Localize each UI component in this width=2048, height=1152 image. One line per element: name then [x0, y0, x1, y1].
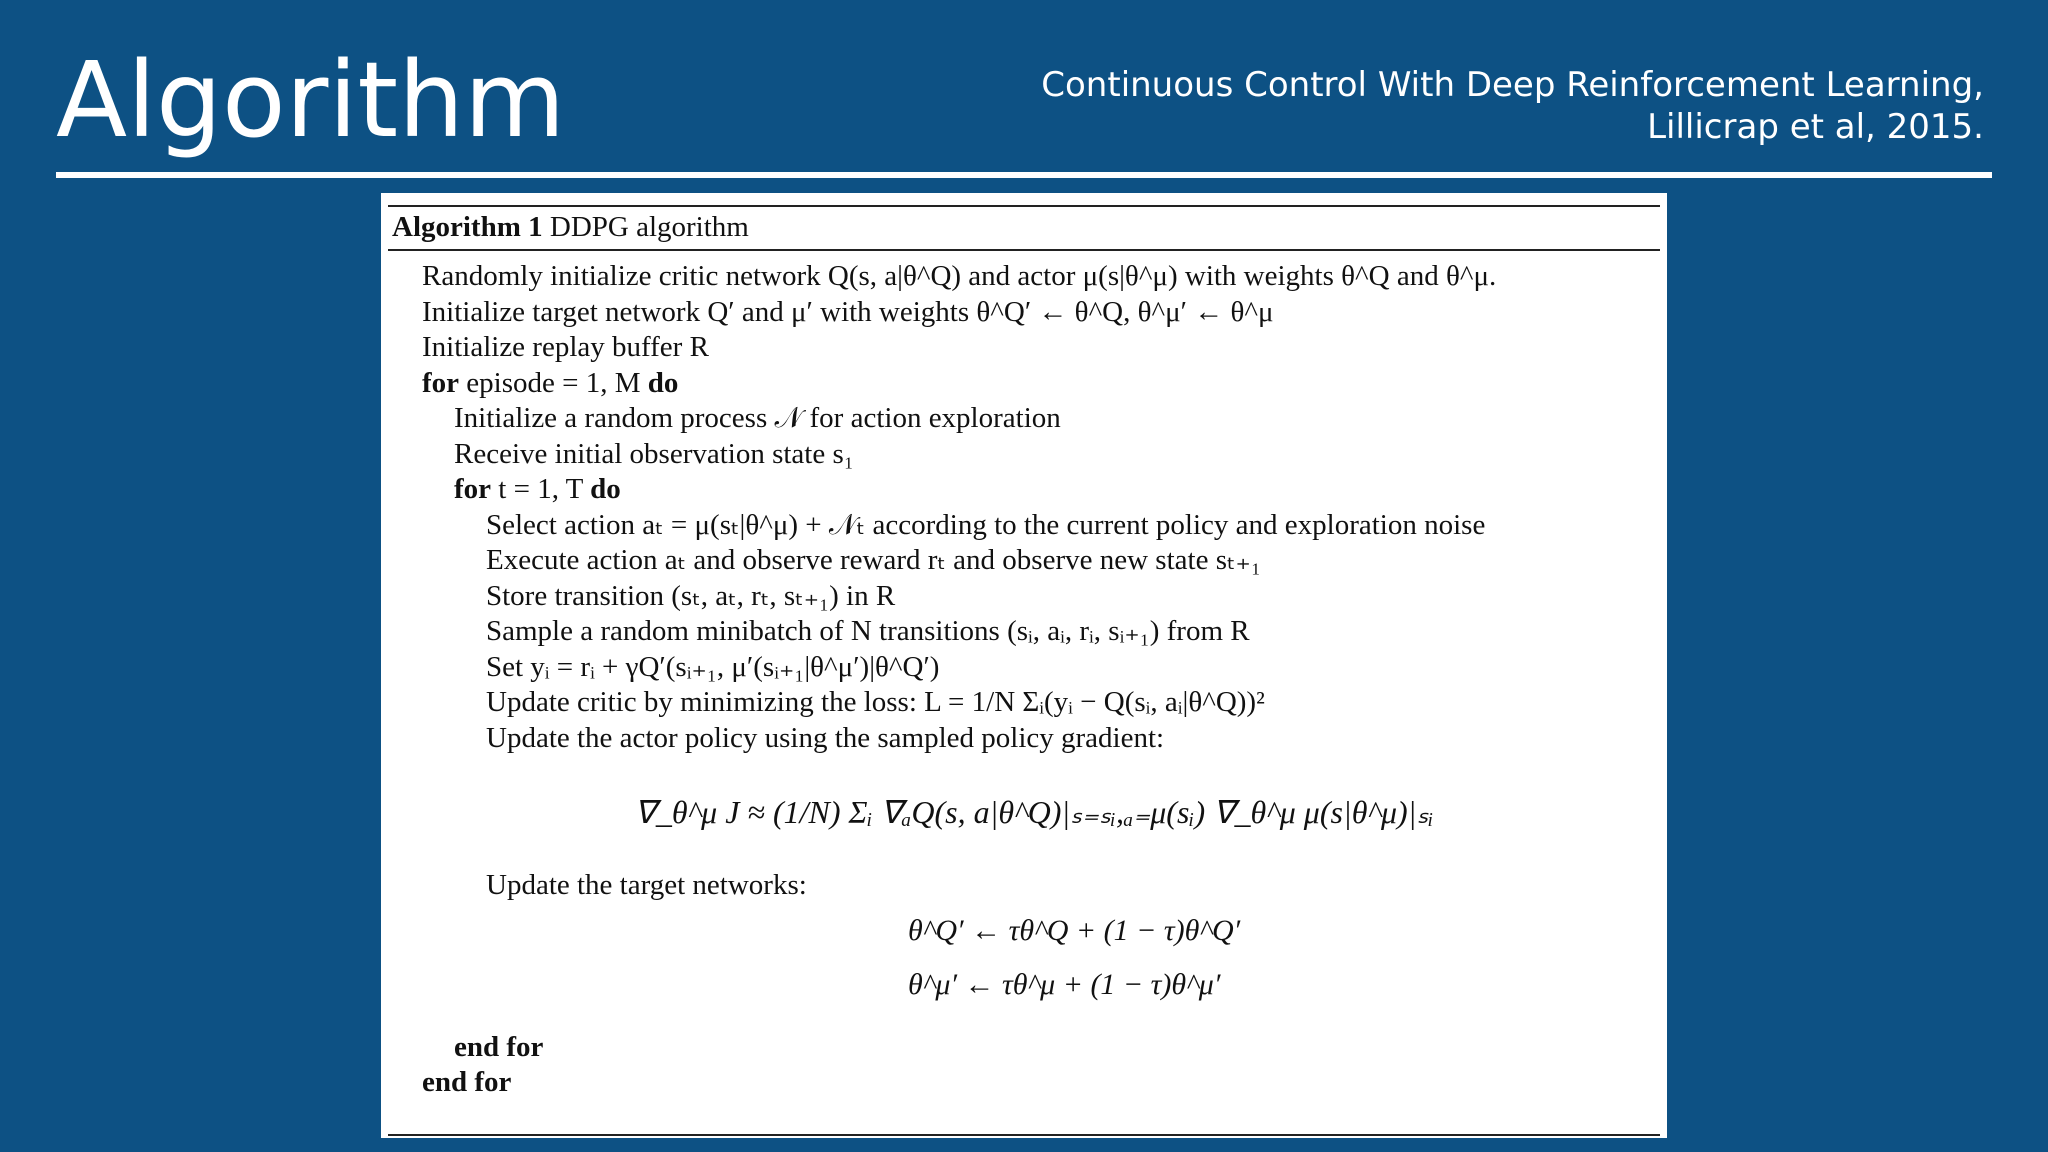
- algo-line-init-target: Initialize target network Q′ and μ′ with weights θ^Q′ ← θ^Q, θ^μ′ ← θ^μ: [422, 295, 1274, 328]
- do-keyword: do: [647, 366, 679, 399]
- algo-line-update-target: Update the target networks:: [486, 869, 807, 901]
- algo-line-receive-state: Receive initial observation state s₁: [454, 437, 854, 470]
- policy-gradient-equation: ∇_θ^μ J ≈ (1/N) Σᵢ ∇ₐQ(s, a|θ^Q)|ₛ₌ₛᵢ,ₐ₌μ(sᵢ) ∇_θ^μ μ(s|θ^μ)|ₛᵢ: [634, 794, 1434, 830]
- algo-line-init-buffer: Initialize replay buffer R: [422, 331, 709, 363]
- target-update-equation-actor: θ^μ′ ← τθ^μ + (1 − τ)θ^μ′: [908, 967, 1221, 1001]
- for-episode-range: episode = 1, M: [466, 366, 641, 399]
- algo-line-init-process: Initialize a random process 𝒩 for action exploration: [454, 402, 1061, 434]
- reference-citation: [1041, 64, 1984, 148]
- slide-title: Algorithm: [56, 39, 566, 161]
- algo-line-end-for-inner: end for: [454, 1030, 544, 1063]
- algo-line-sample-minibatch: Sample a random minibatch of N transitions (sᵢ, aᵢ, rᵢ, sᵢ₊₁) from R: [486, 615, 1250, 647]
- algo-line-select-action: Select action aₜ = μ(sₜ|θ^μ) + 𝒩ₜ according to the current policy and exploration noise: [486, 508, 1486, 541]
- algo-line-store-transition: Store transition (sₜ, aₜ, rₜ, sₜ₊₁) in R: [486, 579, 896, 612]
- algorithm-bottom-rule: [388, 1134, 1660, 1136]
- algorithm-header: [388, 207, 1660, 251]
- target-update-equation-critic: θ^Q′ ← τθ^Q + (1 − τ)θ^Q′: [908, 913, 1241, 947]
- algo-line-for-episode: [388, 366, 1660, 402]
- do-keyword: do: [590, 473, 621, 505]
- algo-line-end-for-outer: end for: [422, 1066, 512, 1098]
- for-t-range: t = 1, T: [498, 473, 583, 505]
- algorithm-label: Algorithm 1: [392, 211, 543, 243]
- algorithm-box: [381, 193, 1667, 1138]
- algo-line-update-critic: Update critic by minimizing the loss: L = 1/N Σᵢ(yᵢ − Q(sᵢ, aᵢ|θ^Q))²: [486, 686, 1265, 718]
- algorithm-name: DDPG algorithm: [549, 211, 749, 243]
- algo-line-update-actor: Update the actor policy using the sampled policy gradient:: [486, 721, 1165, 754]
- algo-line-for-t: [388, 472, 1660, 508]
- for-keyword: for: [454, 473, 492, 505]
- algorithm-body: [388, 251, 1660, 1114]
- algo-line-init-critic: Randomly initialize critic network Q(s, a|θ^Q) and actor μ(s|θ^μ) with weights θ^Q and θ^μ.: [422, 260, 1497, 292]
- algo-line-set-target: Set yᵢ = rᵢ + γQ′(sᵢ₊₁, μ′(sᵢ₊₁|θ^μ′)|θ^Q′): [486, 650, 940, 683]
- for-keyword: for: [422, 366, 460, 399]
- reference-line-2: Lillicrap et al, 2015.: [1647, 107, 1984, 147]
- reference-line-1: Continuous Control With Deep Reinforcement Learning,: [1041, 65, 1984, 105]
- algo-line-execute-action: Execute action aₜ and observe reward rₜ and observe new state sₜ₊₁: [486, 544, 1261, 576]
- title-underline: [56, 172, 1992, 178]
